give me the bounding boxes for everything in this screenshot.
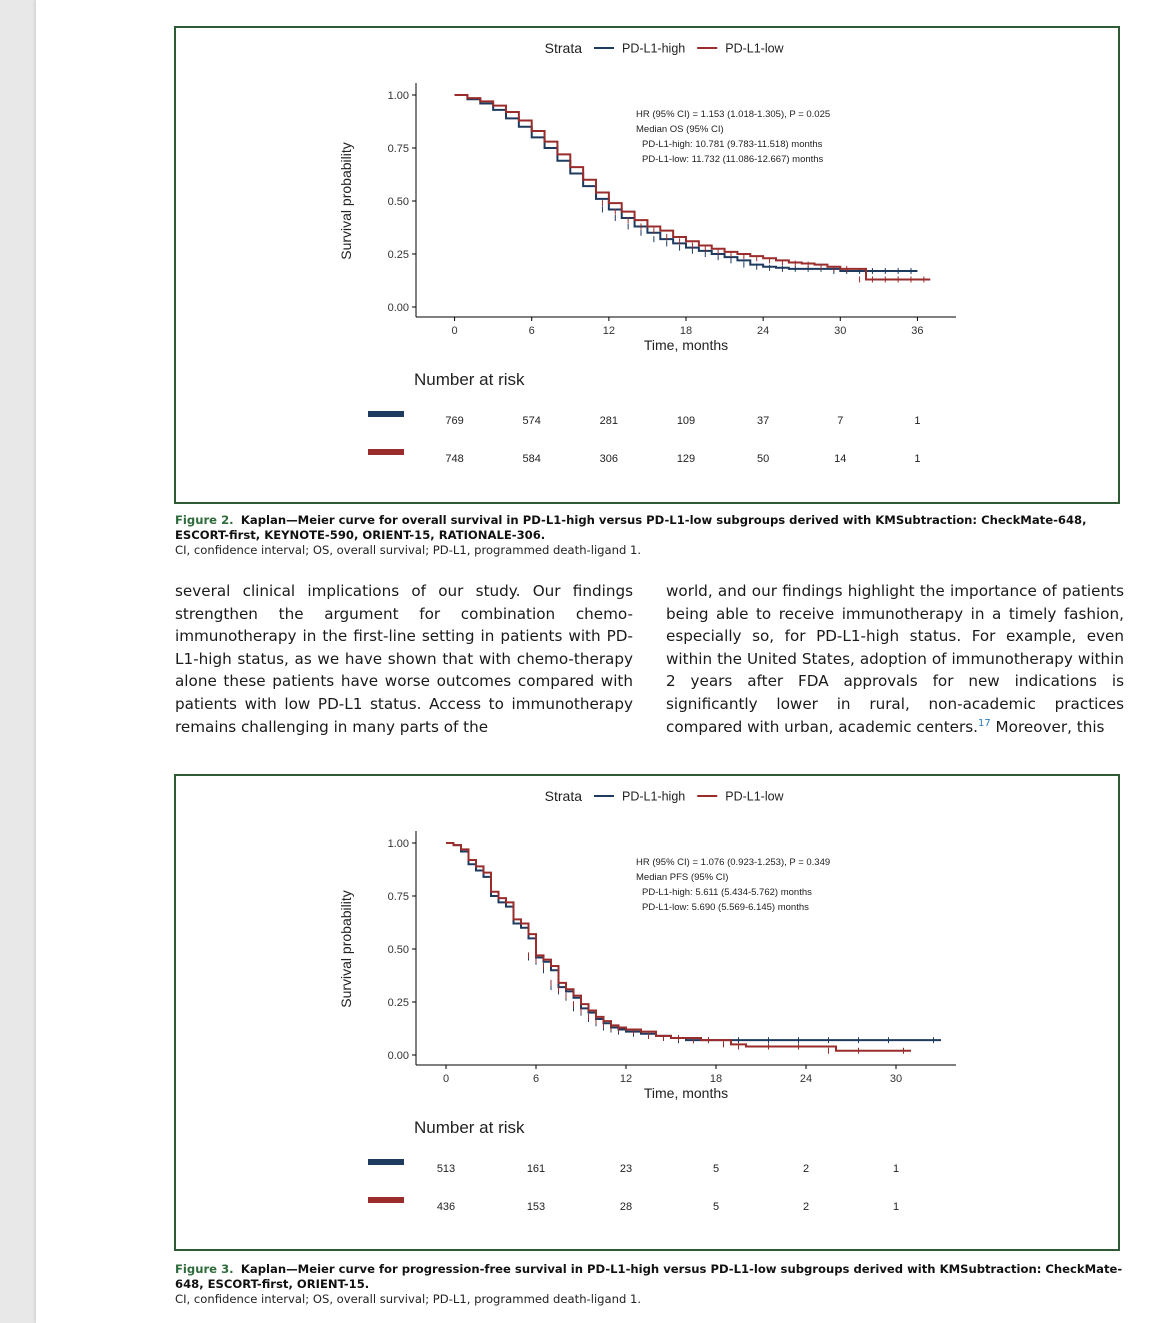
fig2-risk-value: 129 [676,453,696,465]
fig3-y-tick-label: 0.75 [387,891,409,903]
fig3-x-tick-label: 6 [532,1073,540,1085]
fig3-risk-value: 5 [712,1201,720,1213]
fig3-risk-value: 161 [526,1163,546,1175]
figure-2-caption [175,513,1123,558]
figure-3-label: Figure 3. [175,1262,234,1276]
fig2-y-tick-label: 0.75 [387,143,409,155]
body-text-right-2: Moreover, this [990,717,1105,736]
fig3-y-axis-label: Survival probability [338,890,354,1008]
fig3-x-tick-label: 0 [442,1073,450,1085]
fig3-risk-value: 5 [712,1163,720,1175]
fig2-x-tick-label: 12 [602,325,615,337]
fig2-x-tick-label: 36 [911,325,924,337]
figure-2-label: Figure 2. [175,513,234,527]
fig2-risk-value: 14 [834,453,847,465]
fig2-legend-label-1: PD-L1-low [725,41,784,56]
fig2-x-tick-label: 24 [757,325,770,337]
fig2-risk-value: 574 [522,415,541,427]
fig3-risk-value: 436 [436,1201,456,1213]
fig3-y-tick-label: 0.50 [387,944,409,956]
document-page [36,0,1170,1323]
fig3-x-tick-label: 30 [889,1073,903,1085]
fig2-risk-value: 769 [445,415,464,427]
fig2-risk-value: 109 [676,415,696,427]
fig3-x-tick-label: 24 [799,1073,813,1085]
fig2-risk-value: 1 [914,453,921,465]
fig2-y-tick-label: 1.00 [387,90,409,102]
fig2-x-axis-label: Time, months [643,337,729,353]
figure-3-caption [175,1262,1123,1307]
fig3-annotation-line: PD-L1-low: 5.690 (5.569-6.145) months [642,902,809,913]
fig3-x-axis-label: Time, months [643,1085,729,1101]
body-paragraph-left: several clinical implications of our study. Our findings strengthen the argument for combination chemo-immunotherapy in the first-line setting in patients with PD-L1-high status, as we have shown that with chemo-therapy alone these patients have worse outcomes compared with patients with low PD-L1 status. Access to immunotherapy remains challenging in many parts of the [175,582,633,736]
figure-3-title: Kaplan—Meier curve for progression-free survival in PD-L1-high versus PD-L1-low subgroups derived with KMSubtraction: CheckMate-648, ESCORT-first, ORIENT-15. [175,1262,1123,1291]
fig2-annotation-line: HR (95% CI) = 1.153 (1.018-1.305), P = 0.025 [636,109,831,120]
figure-2-frame [174,26,1120,504]
fig2-risk-value: 281 [599,415,619,427]
fig3-legend-label-1: PD-L1-low [725,789,784,804]
fig2-annotation-line: PD-L1-high: 10.781 (9.783-11.518) months [642,139,823,150]
fig3-risk-value: 23 [619,1163,633,1175]
fig2-legend-label-0: PD-L1-high [622,41,686,56]
fig2-x-tick-label: 30 [834,325,847,337]
fig3-y-tick-label: 0.25 [387,997,409,1009]
figure-3-chart [176,776,1118,1249]
fig2-risk-value: 584 [522,453,541,465]
fig2-y-tick-label: 0.25 [387,249,409,261]
figure-3-abbreviations: CI, confidence interval; OS, overall survival; PD-L1, programmed death-ligand 1. [175,1292,642,1306]
fig3-y-tick-label: 0.00 [387,1050,409,1062]
body-paragraph-right [666,580,1124,738]
fig3-risk-title: Number at risk [414,1118,525,1137]
fig3-annotation-line: HR (95% CI) = 1.076 (0.923-1.253), P = 0.349 [636,857,831,868]
fig3-annotation-line: PD-L1-high: 5.611 (5.434-5.762) months [642,887,812,898]
body-column-right [666,580,1124,738]
fig3-risk-value: 28 [619,1201,633,1213]
fig3-risk-value: 2 [802,1163,810,1175]
fig2-risk-title: Number at risk [414,370,525,389]
fig2-risk-value: 7 [837,415,844,427]
fig3-risk-value: 1 [892,1163,900,1175]
fig2-legend-title: Strata [544,40,582,56]
fig2-x-tick-label: 0 [451,325,458,337]
fig3-legend-title: Strata [544,788,582,804]
fig2-y-tick-label: 0.50 [387,196,409,208]
body-column-left [175,580,633,738]
fig3-x-tick-label: 18 [709,1073,723,1085]
fig2-risk-value: 37 [757,415,770,427]
fig3-risk-value: 1 [892,1201,900,1213]
fig2-risk-value: 50 [757,453,770,465]
fig2-annotation-line: PD-L1-low: 11.732 (11.086-12.667) months [642,154,824,165]
fig2-annotation-line: Median OS (95% CI) [636,124,724,135]
fig2-y-axis-label: Survival probability [338,142,354,260]
fig3-legend-label-0: PD-L1-high [622,789,686,804]
fig3-annotation-line: Median PFS (95% CI) [636,872,729,883]
fig2-risk-value: 748 [445,453,464,465]
fig2-x-tick-label: 18 [679,325,693,337]
fig3-y-tick-label: 1.00 [387,838,409,850]
fig3-risk-value: 2 [802,1201,810,1213]
fig3-risk-value: 513 [436,1163,456,1175]
figure-2-chart [176,28,1118,502]
fig2-x-tick-label: 6 [528,325,535,337]
fig2-risk-value: 306 [599,453,619,465]
fig2-y-tick-label: 0.00 [387,302,409,314]
figure-2-abbreviations: CI, confidence interval; OS, overall survival; PD-L1, programmed death-ligand 1. [175,543,642,557]
fig3-risk-value: 153 [526,1201,546,1213]
fig3-x-tick-label: 12 [619,1073,633,1085]
fig2-risk-value: 1 [914,415,921,427]
body-text-right-1: world, and our findings highlight the importance of patients being able to receive immunotherapy in a timely fashion, especially so, for PD-L1-high status. For example, even within the United States, adoption of immunotherapy within 2 years after FDA approvals for new indications is significantly lower in rural, non-academic practices compared with urban, academic centers. [666,582,1124,736]
citation-link[interactable]: 17 [978,717,991,729]
figure-2-title: Kaplan—Meier curve for overall survival in PD-L1-high versus PD-L1-low subgroups derived with KMSubtraction: CheckMate-648, ESCORT-first, KEYNOTE-590, ORIENT-15, RATIONALE-306. [175,513,1087,542]
figure-3-frame [174,774,1120,1251]
